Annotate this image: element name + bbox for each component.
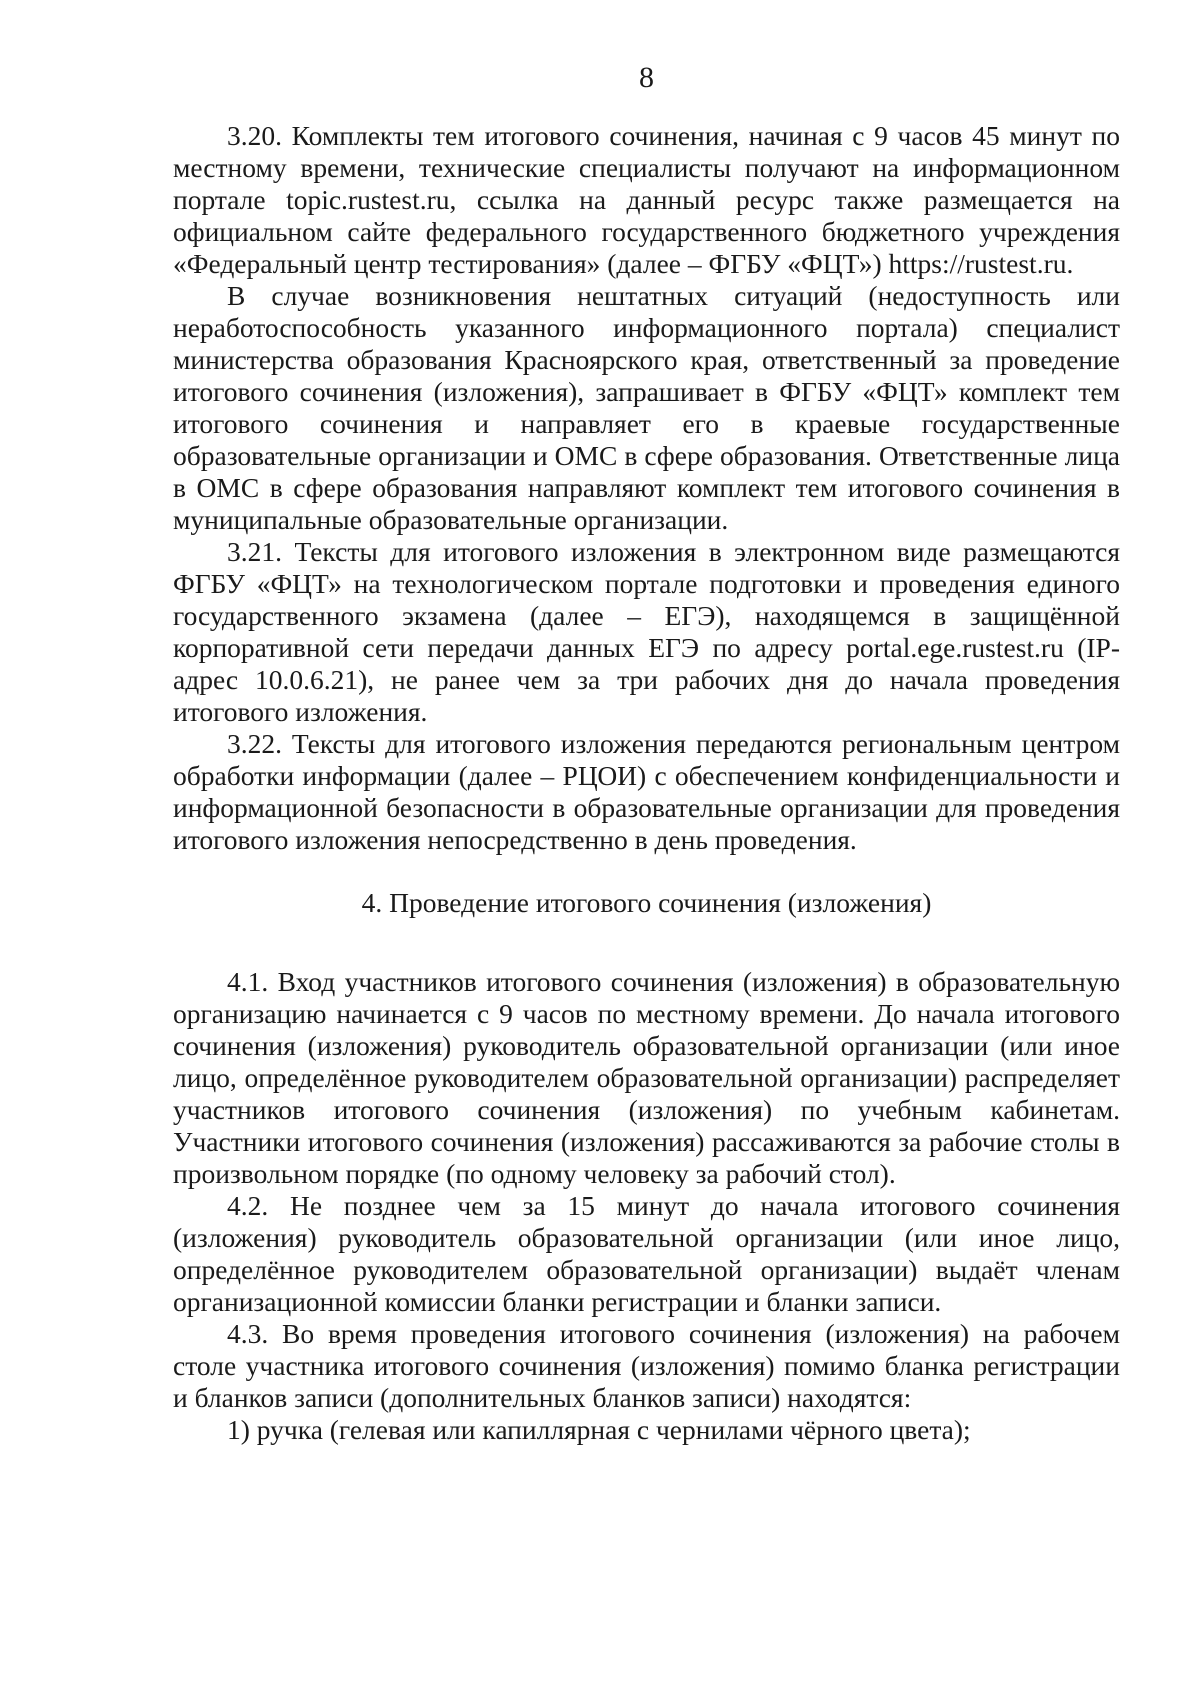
page-number: 8 — [639, 61, 654, 94]
document-page — [173, 60, 1120, 1446]
paragraph-emergency: В случае возникновения нештатных ситуаций (недоступность или неработоспособность указанного информационного портала) специалист министерства образования Красноярского края, ответственный за проведение итогового сочинения (изложения), запрашивает в ФГБУ «ФЦТ» комплект тем итогового сочинения и направляет его в краевые государственные образовательные организации и ОМС в сфере образования. Ответственные лица в ОМС в сфере образования направляют комплект тем итогового сочинения в муниципальные образовательные организации. — [173, 280, 1120, 535]
section-heading: 4. Проведение итогового сочинения (изложения) — [361, 887, 932, 918]
paragraph-4-3: 4.3. Во время проведения итогового сочинения (изложения) на рабочем столе участника итогового сочинения (изложения) помимо бланка регистрации и бланков записи (дополнительных бланков записи) находятся: — [173, 1318, 1120, 1413]
list-item-pen: 1) ручка (гелевая или капиллярная с чернилами чёрного цвета); — [227, 1414, 971, 1445]
paragraph-3-22: 3.22. Тексты для итогового изложения передаются региональным центром обработки информации (далее – РЦОИ) с обеспечением конфиденциальности и информационной безопасности в образовательные организации для проведения итогового изложения непосредственно в день проведения. — [173, 728, 1120, 855]
paragraph-4-2: 4.2. Не позднее чем за 15 минут до начала итогового сочинения (изложения) руководитель образовательной организации (или иное лицо, определённое руководителем образовательной организации) выдаёт членам организационной комиссии бланки регистрации и бланки записи. — [173, 1190, 1120, 1317]
paragraph-3-20: 3.20. Комплекты тем итогового сочинения, начиная с 9 часов 45 минут по местному времени, технические специалисты получают на информационном портале topic.rustest.ru, ссылка на данный ресурс также размещается на официальном сайте федерального государственного бюджетного учреждения «Федеральный центр тестирования» (далее – ФГБУ «ФЦТ») https://rustest.ru. — [173, 120, 1120, 279]
paragraph-3-21: 3.21. Тексты для итогового изложения в электронном виде размещаются ФГБУ «ФЦТ» на технологическом портале подготовки и проведения единого государственного экзамена (далее – ЕГЭ), находящемся в защищённой корпоративной сети передачи данных ЕГЭ по адресу portal.ege.rustest.ru (IP-адрес 10.0.6.21), не ранее чем за три рабочих дня до начала проведения итогового изложения. — [173, 536, 1120, 727]
paragraph-4-1: 4.1. Вход участников итогового сочинения (изложения) в образовательную организацию начинается с 9 часов по местному времени. До начала итогового сочинения (изложения) руководитель образовательной организации (или иное лицо, определённое руководителем образовательной организации) распределяет участников итогового сочинения (изложения) по учебным кабинетам. Участники итогового сочинения (изложения) рассаживаются за рабочие столы в произвольном порядке (по одному человеку за рабочий стол). — [173, 966, 1120, 1189]
